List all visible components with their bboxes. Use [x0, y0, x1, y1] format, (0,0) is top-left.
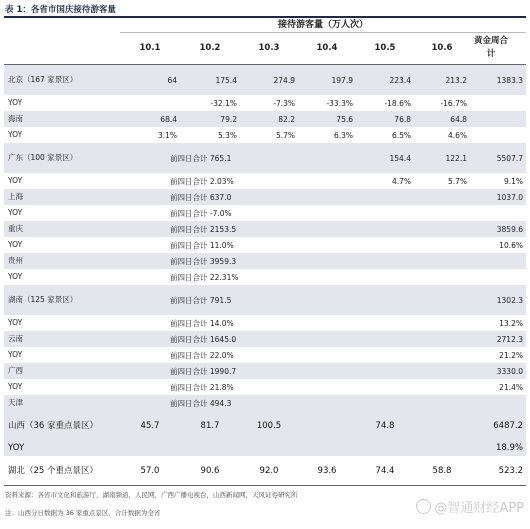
- table-cell: [414, 440, 470, 456]
- total-cell: [470, 95, 526, 111]
- total-cell: 13.2%: [499, 318, 523, 328]
- row-label: 湖北（25 个重点景区）: [8, 465, 99, 476]
- table-cell: [298, 411, 356, 440]
- row-label: YOY: [8, 382, 23, 391]
- table-row: [4, 221, 526, 237]
- merged-cell: 前四日合计 22.0%: [170, 350, 234, 360]
- total-cell: 21.2%: [499, 350, 523, 360]
- table-cell: 64: [120, 65, 180, 95]
- total-cell: 6487.2: [470, 411, 526, 440]
- table-row: [4, 237, 526, 253]
- table-cell: 122.1: [414, 143, 470, 173]
- table-cell: [414, 411, 470, 440]
- table-cell: 82.2: [240, 111, 298, 127]
- row-label: YOY: [8, 240, 23, 249]
- table-cell: 5.7%: [275, 130, 295, 140]
- watermark-logo-icon: [416, 499, 431, 514]
- table-row: [4, 127, 526, 143]
- row-label: 山西（36 家重点景区）: [4, 411, 120, 440]
- row-label: YOY: [4, 440, 120, 456]
- table-title: 表 1：各省市国庆接待游客量: [5, 5, 116, 15]
- merged-cell: 前四日合计 494.3: [120, 395, 470, 411]
- table-row: [4, 111, 526, 127]
- table-cell: 154.4: [356, 143, 414, 173]
- merged-cell: 前四日合计 2.03%: [170, 176, 234, 186]
- total-cell: [470, 127, 526, 143]
- column-header-total: 黄金周合计: [474, 36, 509, 59]
- source-note: 资料来源：各省市文化和旅游厅，湖南频道，人民网，广西广播电视台，山西新闻网，天风证券研究所: [5, 491, 298, 499]
- total-cell: 1383.3: [470, 65, 526, 95]
- table-row: [4, 173, 526, 189]
- bottom-rule: [4, 485, 526, 486]
- table-cell: 74.8: [356, 411, 414, 440]
- total-cell: [470, 205, 526, 221]
- table-cell: 5.7%: [447, 176, 467, 186]
- column-header-10-6: 10.6: [431, 42, 453, 53]
- row-label: YOY: [8, 318, 23, 327]
- total-cell: 2712.3: [470, 331, 526, 347]
- merged-cell: 前四日合计 14.0%: [170, 318, 234, 328]
- table-cell: [120, 440, 180, 456]
- row-label: 重庆: [4, 221, 120, 237]
- table-row: [4, 315, 526, 331]
- table-row: [4, 143, 526, 173]
- table-cell: 100.5: [240, 411, 298, 440]
- table-row: [4, 456, 526, 485]
- merged-cell: 前四日合计 765.1: [120, 143, 356, 173]
- table-row: [4, 440, 526, 456]
- table-row: [4, 411, 526, 440]
- row-label: 北京（167 家景区）: [4, 65, 120, 95]
- table-cell: [298, 440, 356, 456]
- total-cell: 3859.6: [470, 221, 526, 237]
- table-cell: [240, 440, 298, 456]
- table-cell: 76.8: [356, 111, 414, 127]
- total-cell: 21.4%: [499, 382, 523, 392]
- table-cell: 6.5%: [391, 130, 411, 140]
- column-header-10-1: 10.1: [139, 42, 161, 53]
- table-cell: [356, 440, 414, 456]
- table-cell: 197.9: [298, 65, 356, 95]
- column-header-10-3: 10.3: [258, 42, 280, 53]
- table-cell: -16.7%: [440, 98, 467, 108]
- table-cell: -32.1%: [210, 98, 237, 108]
- table-cell: 75.6: [298, 111, 356, 127]
- table-cell: 274.9: [240, 65, 298, 95]
- table-row: [4, 269, 526, 285]
- total-cell: 1037.0: [470, 189, 526, 205]
- column-header-10-5: 10.5: [374, 42, 396, 53]
- row-label: 海南: [4, 111, 120, 127]
- table-cell: 92.0: [259, 465, 279, 476]
- merged-cell: 前四日合计 22.31%: [170, 272, 239, 282]
- row-label: YOY: [8, 272, 23, 281]
- table-row: [4, 65, 526, 95]
- table-row: [4, 205, 526, 221]
- table-cell: 93.6: [317, 465, 337, 476]
- total-cell: 1302.3: [470, 285, 526, 315]
- merged-cell: 前四日合计 2153.5: [120, 221, 470, 237]
- row-label: 湖南（125 家景区）: [4, 285, 120, 315]
- table-cell: 3.1%: [157, 130, 177, 140]
- watermark: [416, 497, 524, 516]
- merged-cell: 前四日合计 1645.0: [120, 331, 470, 347]
- merged-cell: 前四日合计 1990.7: [120, 363, 470, 379]
- merged-cell: 前四日合计 21.8%: [170, 382, 234, 392]
- row-label: YOY: [8, 176, 23, 185]
- table-cell: [180, 440, 240, 456]
- table-cell: -18.6%: [384, 98, 411, 108]
- merged-cell: 前四日合计 3959.3: [120, 253, 470, 269]
- row-label: YOY: [8, 98, 23, 107]
- table-cell: 90.6: [200, 465, 220, 476]
- table-cell: 74.4: [375, 465, 395, 476]
- footnote: 注：山西分日数据为 36 家重点景区，合计数据为全省: [5, 509, 161, 517]
- table-cell: 57.0: [140, 465, 160, 476]
- total-cell: 5507.7: [470, 143, 526, 173]
- total-cell: 9.1%: [503, 176, 523, 186]
- table-row: [4, 253, 526, 269]
- header-group-label: 接待游客量（万人次）: [277, 20, 368, 30]
- merged-cell: 前四日合计 791.5: [120, 285, 470, 315]
- row-label: YOY: [8, 130, 23, 139]
- table-cell: 213.2: [414, 65, 470, 95]
- table-row: [4, 95, 526, 111]
- row-label: YOY: [8, 208, 23, 217]
- visitor-table: [4, 65, 526, 485]
- table-cell: 5.3%: [217, 130, 237, 140]
- table-row: [4, 189, 526, 205]
- table-row: [4, 347, 526, 363]
- column-header-10-2: 10.2: [199, 42, 221, 53]
- table-row: [4, 363, 526, 379]
- table-cell: -33.3%: [326, 98, 353, 108]
- table-row: [4, 285, 526, 315]
- total-cell: [470, 269, 526, 285]
- table-cell: 45.7: [120, 411, 180, 440]
- row-label: 天津: [4, 395, 120, 411]
- column-header-10-4: 10.4: [316, 42, 338, 53]
- table-cell: 64.8: [414, 111, 470, 127]
- table-cell: 79.2: [180, 111, 240, 127]
- table-cell: -7.3%: [273, 98, 295, 108]
- table-cell: 81.7: [180, 411, 240, 440]
- table-row: [4, 395, 526, 411]
- table-cell: 223.4: [356, 65, 414, 95]
- merged-cell: 前四日合计 637.0: [120, 189, 470, 205]
- row-label: 贵州: [4, 253, 120, 269]
- table-cell: 4.7%: [391, 176, 411, 186]
- table-cell: 175.4: [180, 65, 240, 95]
- table-row: [4, 379, 526, 395]
- table-cell: 68.4: [120, 111, 180, 127]
- total-cell: [470, 395, 526, 411]
- total-cell: 523.2: [498, 465, 523, 476]
- table-cell: 4.6%: [447, 130, 467, 140]
- row-label: 广西: [4, 363, 120, 379]
- watermark-text: @智通财经APP: [434, 501, 524, 516]
- total-cell: 18.9%: [470, 440, 526, 456]
- row-label: YOY: [8, 350, 23, 359]
- table-row: [4, 331, 526, 347]
- merged-cell: 前四日合计 11.0%: [170, 240, 234, 250]
- table-cell: 6.3%: [333, 130, 353, 140]
- total-cell: 3330.0: [470, 363, 526, 379]
- merged-cell: 前四日合计 -7.0%: [170, 208, 232, 218]
- row-label: 广东（100 家景区）: [4, 143, 120, 173]
- table-cell: 58.8: [432, 465, 452, 476]
- row-label: 云南: [4, 331, 120, 347]
- table-cell: [120, 95, 180, 111]
- total-cell: [470, 253, 526, 269]
- total-cell: [470, 111, 526, 127]
- row-label: 上海: [4, 189, 120, 205]
- total-cell: 10.6%: [499, 240, 523, 250]
